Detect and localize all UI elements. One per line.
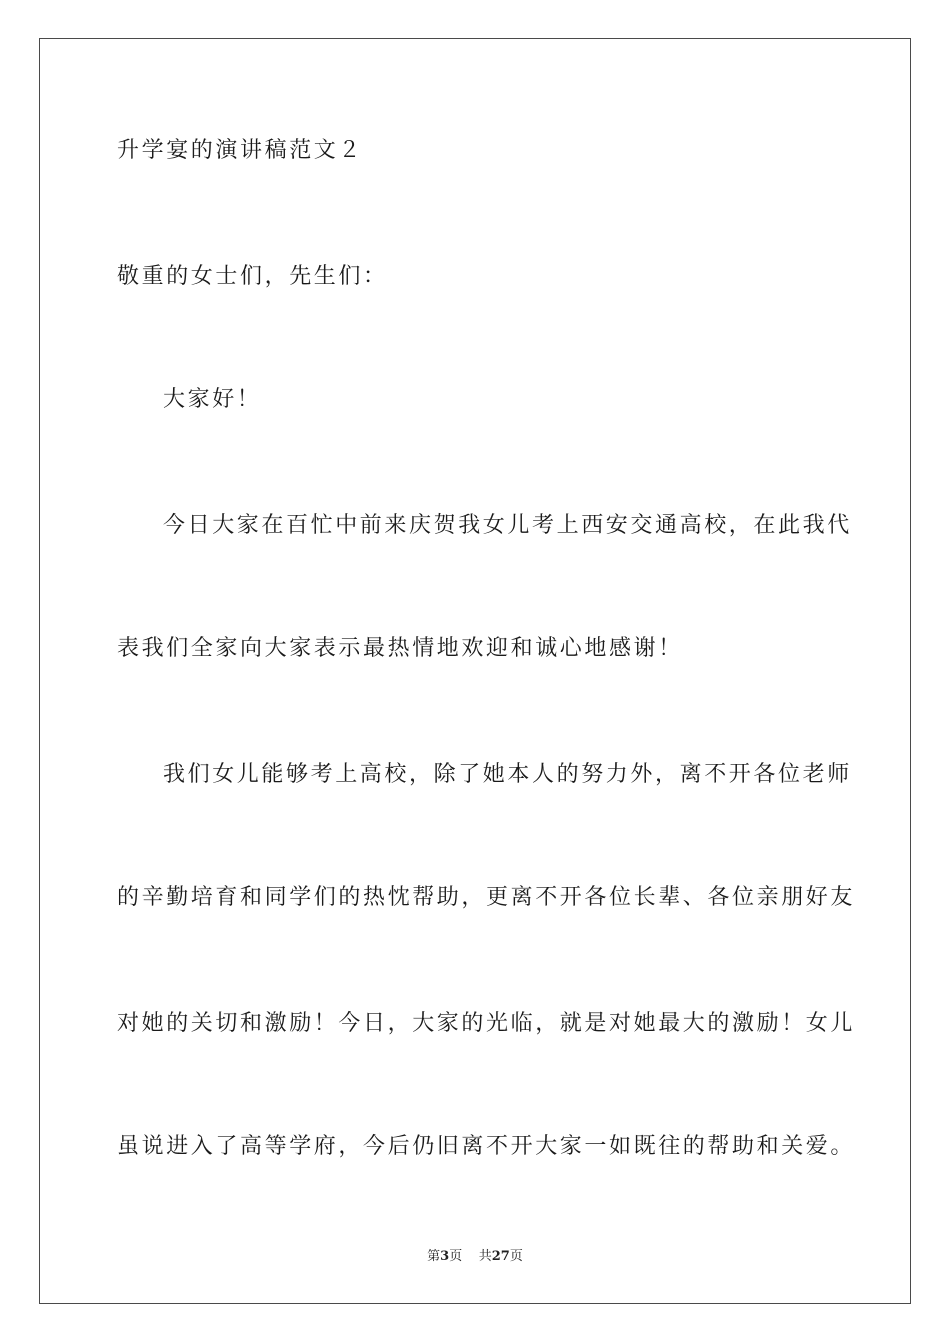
page-number: 3 xyxy=(440,1249,450,1264)
paragraph-line: 虽说进入了高等学府，今后仍旧离不开大家一如既往的帮助和关爱。 xyxy=(117,1134,856,1159)
page-suffix: 页 xyxy=(449,1249,463,1264)
page-frame xyxy=(39,38,911,1304)
total-prefix: 共 xyxy=(478,1249,492,1264)
paragraph-line: 表我们全家向大家表示最热情地欢迎和诚心地感谢！ xyxy=(117,636,683,661)
document-title: 升学宴的演讲稿范文２ xyxy=(117,138,364,163)
greeting: 敬重的女士们，先生们： xyxy=(117,264,388,289)
paragraph-line: 对她的关切和激励！今日，大家的光临，就是对她最大的激励！女儿 xyxy=(117,1011,856,1036)
paragraph-line: 我们女儿能够考上高校，除了她本人的努力外，离不开各位老师 xyxy=(163,762,852,787)
paragraph-line: 大家好！ xyxy=(163,387,262,412)
total-suffix: 页 xyxy=(509,1249,523,1264)
paragraph-line: 今日大家在百忙中前来庆贺我女儿考上西安交通高校，在此我代 xyxy=(163,513,852,538)
total-pages: 27 xyxy=(491,1249,510,1264)
page-prefix: 第 xyxy=(427,1249,441,1264)
page-footer xyxy=(0,1248,950,1266)
paragraph-line: 的辛勤培育和同学们的热忱帮助，更离不开各位长辈、各位亲朋好友 xyxy=(117,885,856,910)
